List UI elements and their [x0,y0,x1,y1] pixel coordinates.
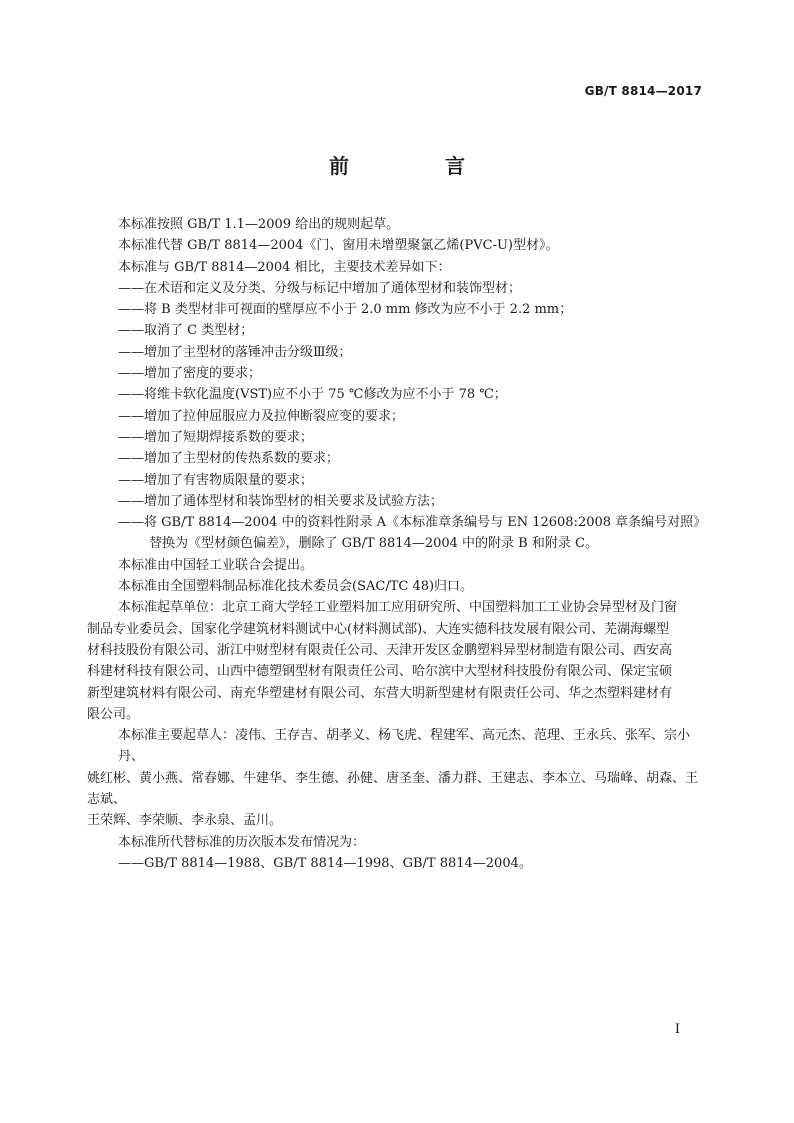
text-line: 王荣辉、李荣顺、李永泉、孟川。 [87,813,283,829]
document-body [87,214,708,874]
list-item: ——增加了短期焊接系数的要求； [118,429,314,445]
list-item: ——将 B 类型材非可视面的壁厚应不小于 2.0 mm 修改为应不小于 2.2 mm； [118,302,573,318]
text-line: 本标准代替 GB/T 8814—2004《门、窗用未增塑聚氯乙烯(PVC-U)型材》。 [118,238,559,254]
text-line: 材科技股份有限公司、浙江中财型材有限责任公司、天津开发区金鹏塑料异型材制造有限公司、西安高 [87,642,673,658]
list-item: ——GB/T 8814—1988、GB/T 8814—1998、GB/T 8814—2004。 [118,855,532,871]
list-item: ——增加了密度的要求； [118,366,262,382]
text-line: 本标准按照 GB/T 1.1—2009 给出的规则起草。 [118,217,400,232]
list-item: ——将维卡软化温度(VST)应不小于 75 ℃修改为应不小于 78 ℃； [118,387,507,403]
text-line: 本标准主要起草人：凌伟、王存吉、胡孝义、杨飞虎、程建军、高元杰、范理、王永兵、张军、宗小丹、 [118,728,691,765]
text-line: 本标准起草单位：北京工商大学轻工业塑料加工应用研究所、中国塑料加工工业协会异型材及门窗 [118,600,678,616]
text-line: 限公司。 [87,706,140,722]
list-item: ——取消了 C 类型材； [118,323,254,339]
list-item-continuation: 替换为《型材颜色偏差》，删除了 GB/T 8814—2004 中的附录 B 和附录 C。 [149,536,598,552]
text-line: 本标准由全国塑料制品标准化技术委员会(SAC/TC 48)归口。 [118,579,474,595]
list-item: ——增加了拉伸屈服应力及拉伸断裂应变的要求； [118,408,405,424]
text-line: 科建材科技有限公司、山西中德塑钢型材有限责任公司、哈尔滨中大型材科技股份有限公司、保定宝硕 [87,664,673,680]
list-item: ——增加了通体型材和装饰型材的相关要求及试验方法； [118,493,444,509]
text-line: 本标准与 GB/T 8814—2004 相比，主要技术差异如下： [118,259,451,275]
text-line: 制品专业委员会、国家化学建筑材料测试中心(材料测试部)、大连实德科技发展有限公司、芜湖海螺型 [87,621,670,637]
page-number: Ⅰ [674,1022,680,1037]
list-item: ——在术语和定义及分类、分级与标记中增加了通体型材和装饰型材； [118,280,522,296]
standard-code: GB/T 8814—2017 [584,84,702,98]
list-item: ——增加了有害物质限量的要求； [118,472,314,488]
text-line: 本标准所代替标准的历次版本发布情况为： [118,834,366,850]
text-line: 本标准由中国轻工业联合会提出。 [118,557,314,573]
list-item: ——将 GB/T 8814—2004 中的资料性附录 A《本标准章条编号与 EN 12608:2008 章条编号对照》 [118,515,707,531]
text-line: 新型建筑材料有限公司、南充华塑建材有限公司、东营大明新型建材有限责任公司、华之杰塑料建材有 [87,685,673,701]
list-item: ——增加了主型材的传热系数的要求； [118,451,340,467]
text-line: 姚红彬、黄小燕、常春娜、牛建华、李生德、孙健、唐圣奎、潘力群、王建志、李本立、马瑞峰、胡森、王志斌、 [87,770,699,808]
page-title: 前 言 [329,154,503,178]
list-item: ——增加了主型材的落锤冲击分级Ⅲ级； [118,344,352,360]
